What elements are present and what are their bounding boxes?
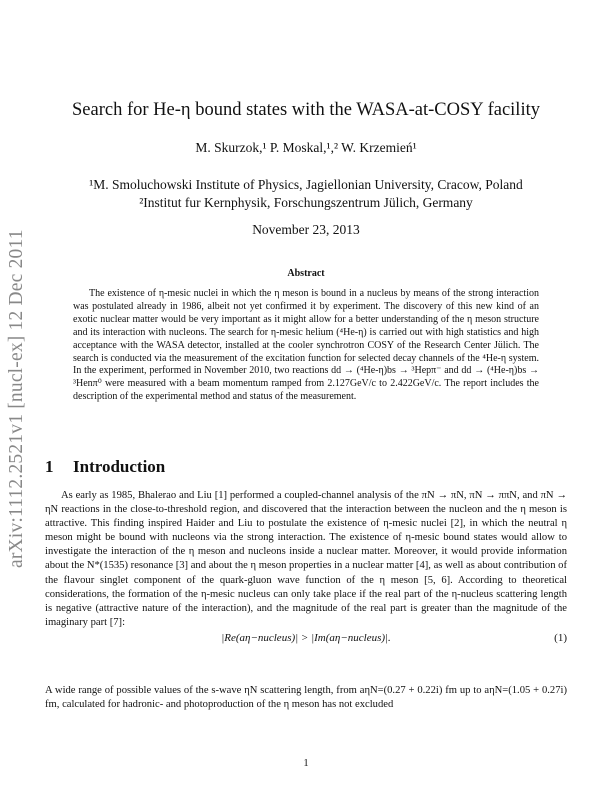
section-title: Introduction [73,457,166,476]
paper-title: Search for He-η bound states with the WASA-at-COSY facility [72,100,540,120]
abstract-body: The existence of η-mesic nuclei in which the η meson is bound in a nucleus by means of the strong interaction was postulated already in 1986, albeit not yet confirmed it by experiment. The discovery of this new kind of an exotic nuclear matter would be very important as it might allow for a better understanding of the η meson structure and its interaction with nucleons. The search for η-mesic helium (⁴He-η) is carried out with high statistics and high acceptance with the WASA detector, installed at the cooler synchrotron COSY of the Research Center Jülich. The search is conducted via the measurement of the excitation function for selected decay channels of the ⁴He-η system. In the experiment, performed in November 2010, two reactions dd → (⁴He-η)bs → ³Hepπ⁻ and dd → (⁴He-η)bs → ³Henπ⁰ were measured with a beam momentum ramped from 2.127GeV/c to 2.422GeV/c. The report includes the description of the experimental method and status of the measurement. [73,288,539,403]
scattering-length-paragraph: A wide range of possible values of the s-wave ηN scattering length, from aηN=(0.27 + 0.22i) fm up to aηN=(1.05 + 0.27i) fm, calculated for hadronic- and photoproduction of the η meson has not excluded [45,685,567,711]
publication-date: November 23, 2013 [252,222,360,237]
arxiv-identifier-text: arXiv:1112.2521v1 [nucl-ex] 12 Dec 2011 [6,229,27,568]
page-number: 1 [303,758,309,769]
abstract-heading: Abstract [287,268,325,279]
affiliation-2: ²Institut fur Kernphysik, Forschungszentrum Jülich, Germany [139,195,473,210]
section-heading [45,457,165,477]
author-list: M. Skurzok,¹ P. Moskal,¹,² W. Krzemień¹ [195,140,417,155]
affiliation-1: ¹M. Smoluchowski Institute of Physics, Jagiellonian University, Cracow, Poland [89,177,523,192]
section-number: 1 [45,457,54,476]
introduction-paragraph: As early as 1985, Bhalerao and Liu [1] performed a coupled-channel analysis of the πN → πN, πN → ππN, and πN → ηN reactions in the close-to-threshold region, and discovered that the interaction between the nucleon and the η meson is attractive. This finding inspired Haider and Liu to postulate the existence of η-mesic nuclei [2], in which the neutral η meson might be bound with nucleons via the strong interaction. The existence of η-mesic bound states would allow to investigate the interaction of the η meson and nucleons inside a nuclear matter. Moreover, it would provide information about the N*(1535) resonance [3] and about the η meson properties in a nuclear matter [4], as well as about contribution of the flavour singlet component of the quark-gluon wave function of the η meson [5, 6]. According to theoretical considerations, the formation of the η-mesic nucleus can only take place if the real part of the η-nucleus scattering length is negative (attractive nature of the interaction), and the magnitude of the real part is greater than the magnitude of the imaginary part [7]: [45,490,567,628]
equation-expression: |Re(aη−nucleus)| > |Im(aη−nucleus)|. [221,632,391,644]
equation-number: (1) [554,632,567,644]
